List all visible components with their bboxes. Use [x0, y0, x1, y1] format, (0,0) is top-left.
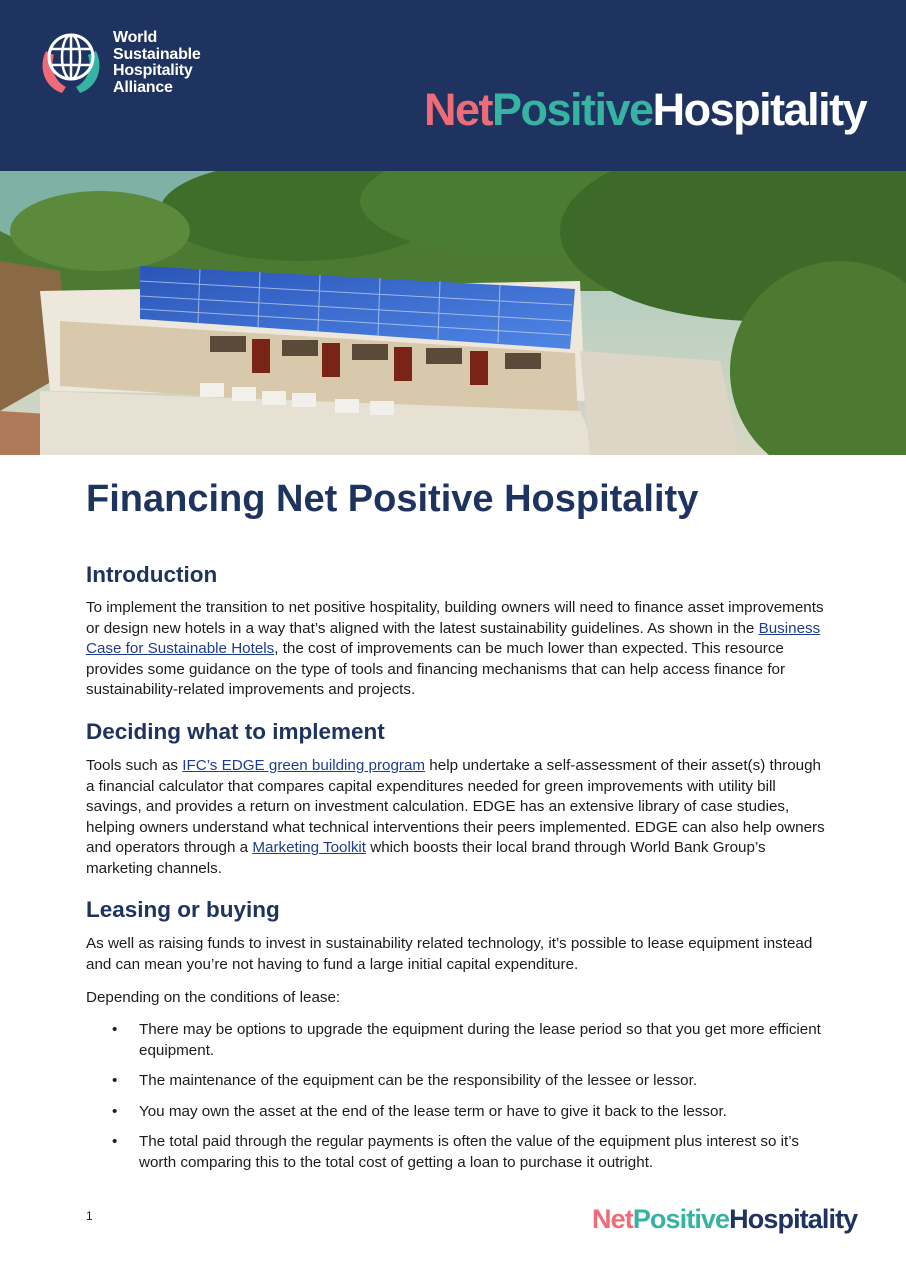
- intro-paragraph: To implement the transition to net positive hospitality, building owners will need to finance asset improvements or design new hotels in a way that’s aligned with the latest sustainability guidelines. As shown in the Business Case for Sustainable Hotels, the cost of improvements can be much lower than expected. This resource provides some guidance on the type of tools and financing mechanisms that can help access finance for sustainability-related improvements and projects.: [86, 599, 824, 699]
- brand-wordmark: NetPositiveHospitality: [424, 84, 867, 135]
- bullet-icon: •: [112, 1021, 118, 1038]
- lease-conditions-list: [86, 1020, 826, 1184]
- footer-brand-wordmark: NetPositiveHospitality: [592, 1204, 858, 1234]
- section-heading-leasing: Leasing or buying: [86, 897, 280, 922]
- list-item: • The maintenance of the equipment can be the responsibility of the lessee or lessor.: [86, 1071, 826, 1092]
- list-item: • The total paid through the regular payments is often the value of the equipment plus interest so it’s worth comparing this to the total cost of getting a loan to purchase it outright.: [112, 1133, 799, 1171]
- hotel-rooftop-solar-panels-photo-icon: [0, 171, 906, 455]
- bullet-icon: •: [112, 1133, 118, 1151]
- alliance-name: World Sustainable Hospitality Alliance: [113, 29, 201, 96]
- list-item: • There may be options to upgrade the equipment during the lease period so that you get more efficient equipment.: [112, 1021, 821, 1059]
- section-heading-deciding: Deciding what to implement: [86, 719, 385, 744]
- marketing-toolkit-link[interactable]: Marketing Toolkit: [252, 839, 367, 857]
- lease-conditions-intro: Depending on the conditions of lease:: [86, 989, 341, 1006]
- list-item: • You may own the asset at the end of the lease term or have to give it back to the lessor.: [86, 1102, 826, 1123]
- section-heading-introduction: Introduction: [86, 562, 218, 587]
- page-title: Financing Net Positive Hospitality: [86, 478, 699, 520]
- globe-hands-logo-icon: [36, 27, 106, 97]
- bullet-icon: •: [112, 1072, 118, 1090]
- page-header: [0, 0, 906, 171]
- edge-program-link[interactable]: IFC’s EDGE green building program: [182, 757, 426, 774]
- page-number: 1: [86, 1209, 93, 1223]
- bullet-icon: •: [112, 1102, 118, 1120]
- leasing-paragraph: As well as raising funds to invest in sustainability related technology, it’s possible to lease equipment instead and can mean you’re not having to fund a large initial capital expenditure.: [86, 935, 813, 973]
- business-case-link[interactable]: Business Case for Sustainable Hotels: [86, 619, 821, 658]
- deciding-paragraph: Tools such as IFC’s EDGE green building program help undertake a self-assessment of their asset(s) through a financial calculator that compares capital expenditures needed for green improvements with utility bill savings, and provides a return on investment calculation. EDGE has an extensive library of case studies, helping owners understand what technical interventions their peers implemented. EDGE can also help owners and operators through a Marketing Toolkit which boosts their local brand through World Bank Group’s marketing channels.: [86, 757, 825, 877]
